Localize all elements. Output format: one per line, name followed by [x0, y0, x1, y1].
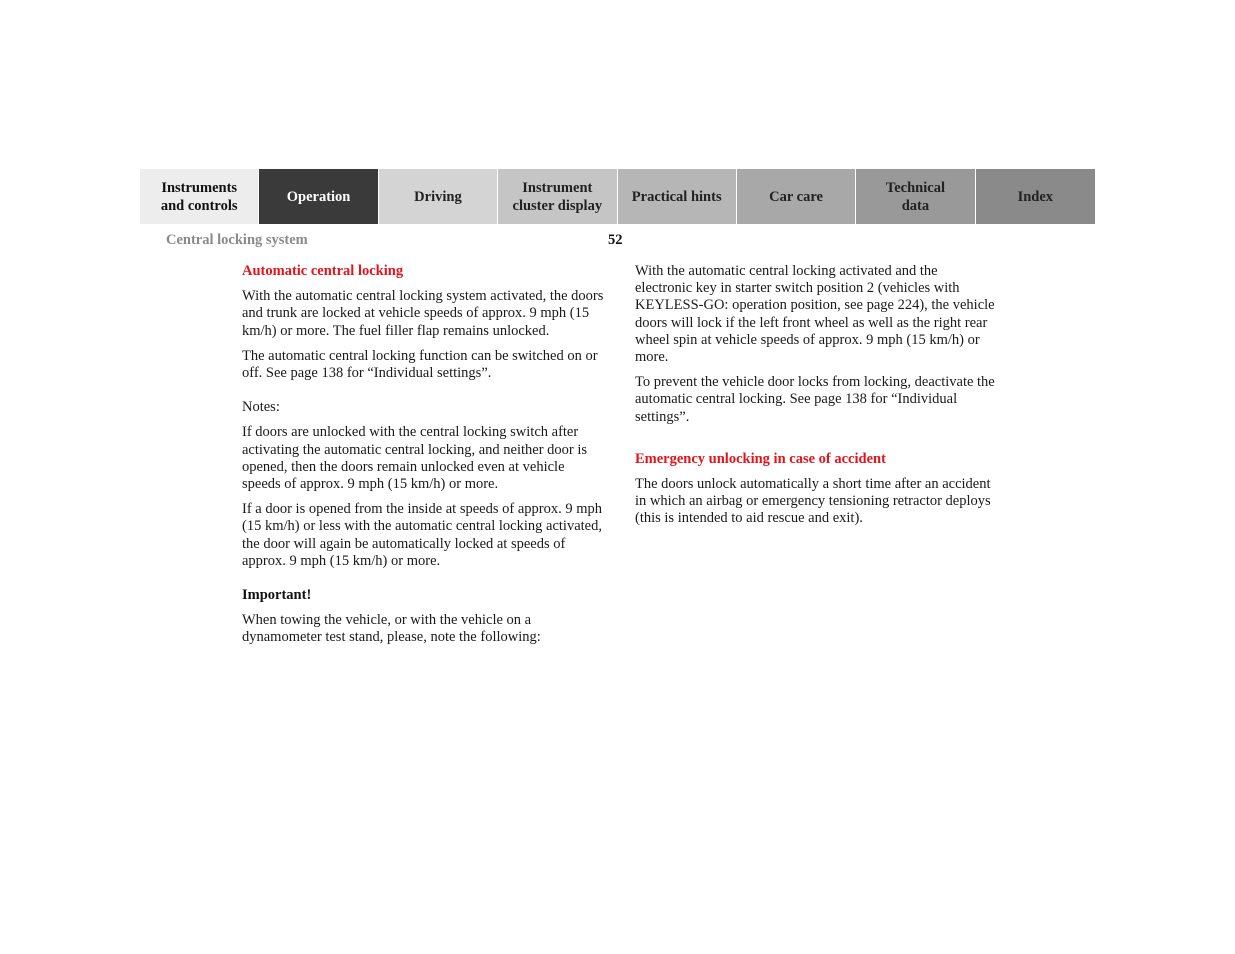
paragraph: If a door is opened from the inside at speeds of approx. 9 mph (15 km/h) or less with the automatic central locking activated, the door will again be automatically locked at speeds of approx. 9 mph (15 km/h) or more. [242, 501, 602, 569]
heading-automatic-central-locking: Automatic central locking [242, 263, 404, 279]
tab-technical-data[interactable]: Technical data [856, 169, 975, 224]
paragraph: If doors are unlocked with the central locking switch after activating the automatic central locking, and neither door is opened, then the doors remain unlocked even at vehicle speeds of approx. 9 mph (15 km/h) or more. [242, 424, 588, 493]
tab-instruments-and-controls[interactable]: Instruments and controls [140, 169, 259, 224]
tab-practical-hints[interactable]: Practical hints [618, 169, 737, 224]
important-label: Important! [242, 587, 312, 604]
right-column [635, 263, 997, 536]
paragraph: To prevent the vehicle door locks from locking, deactivate the automatic central locking. See page 138 for “Individual settings”. [635, 374, 995, 425]
paragraph: The doors unlock automatically a short time after an accident in which an airbag or emergency tensioning retractor deploys (this is intended to aid rescue and exit). [635, 476, 991, 527]
notes-label: Notes: [242, 399, 280, 416]
tab-index[interactable]: Index [976, 169, 1095, 224]
paragraph: The automatic central locking function can be switched on or off. See page 138 for “Individual settings”. [242, 347, 598, 382]
page-number: 52 [608, 232, 623, 248]
heading-emergency-unlocking: Emergency unlocking in case of accident [635, 450, 886, 467]
tab-driving[interactable]: Driving [379, 169, 498, 224]
left-column [242, 263, 604, 655]
tab-car-care[interactable]: Car care [737, 169, 856, 224]
paragraph: With the automatic central locking system activated, the doors and trunk are locked at vehicle speeds of approx. 9 mph (15 km/h) or more. The fuel filler flap remains unlocked. [242, 288, 604, 339]
chapter-tab-bar [140, 169, 1095, 224]
section-title: Central locking system [166, 232, 308, 248]
paragraph: When towing the vehicle, or with the vehicle on a dynamometer test stand, please, note the following: [242, 612, 541, 646]
tab-instrument-cluster-display[interactable]: Instrument cluster display [498, 169, 617, 224]
tab-operation[interactable]: Operation [259, 169, 378, 224]
paragraph: With the automatic central locking activated and the electronic key in starter switch position 2 (vehicles with KEYLESS-GO: operation position, see page 224), the vehicle doors will lock if the left front wheel as well as the right rear wheel spin at vehicle speeds of approx. 9 mph (15 km/h) or more. [635, 263, 995, 366]
